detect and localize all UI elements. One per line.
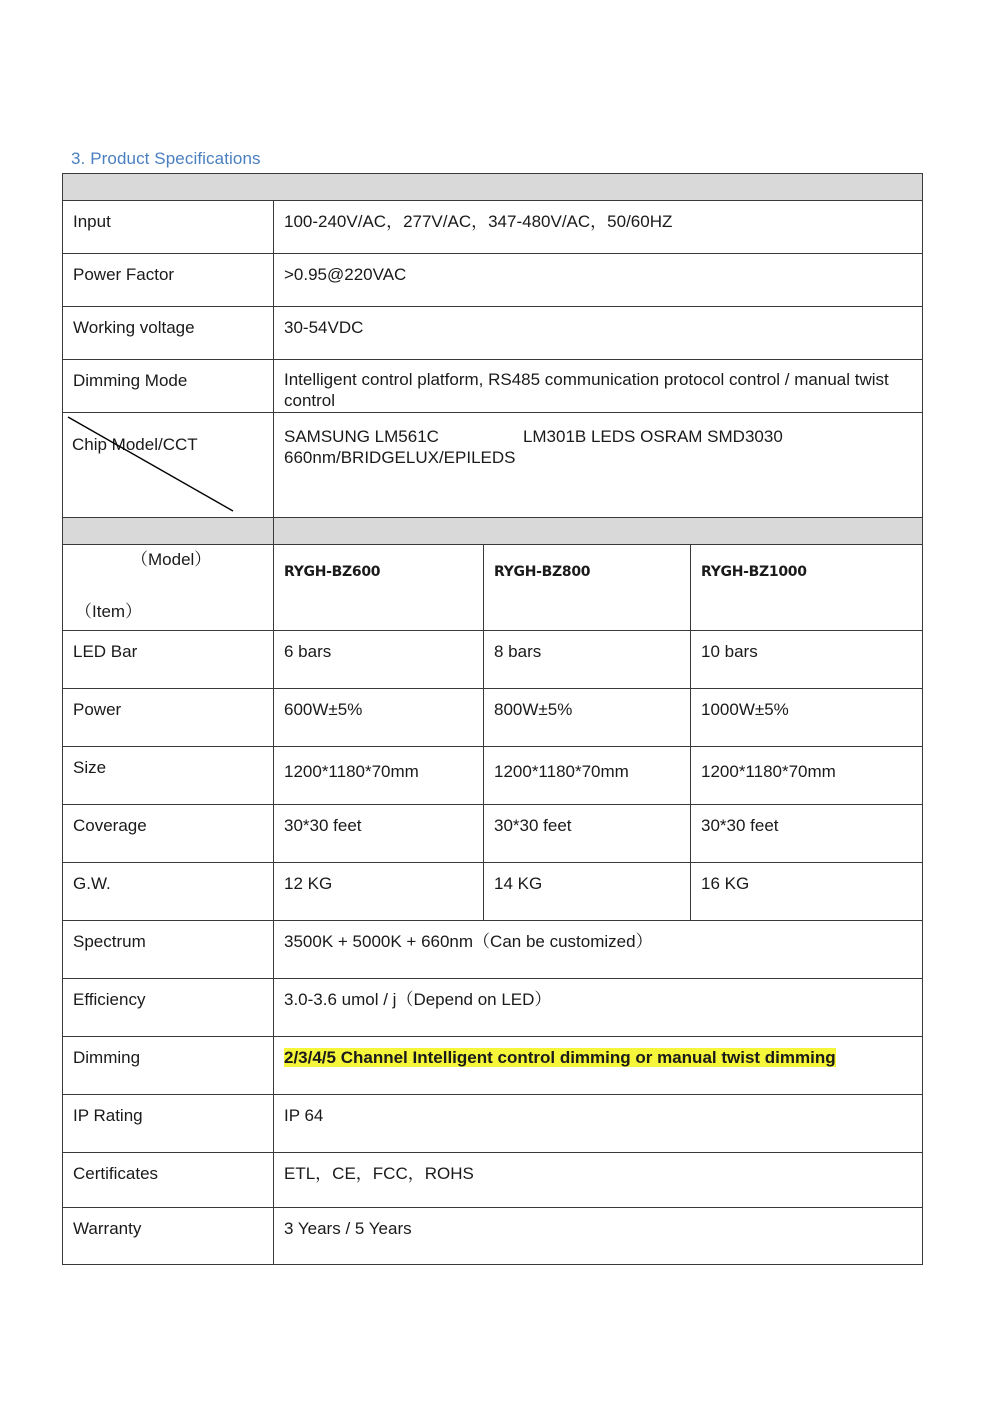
chip-label-cell [63, 413, 274, 518]
row-label-dimming-mode: Dimming Mode [63, 360, 274, 413]
model-header: （Model） [131, 550, 212, 569]
row-value-power-factor: >0.95@220VAC [274, 254, 923, 307]
row-value-dimming-mode: Intelligent control platform, RS485 communication protocol control / manual twist control [274, 360, 923, 413]
row-value: 600W±5% [274, 689, 484, 747]
table-row [63, 863, 923, 921]
row-value: 800W±5% [484, 689, 691, 747]
table-row [63, 1208, 923, 1265]
table-row [63, 360, 923, 413]
row-label-certificates: Certificates [63, 1153, 274, 1208]
table-row [63, 979, 923, 1037]
row-label-ip-rating: IP Rating [63, 1095, 274, 1153]
model-code: RYGH-BZ1000 [691, 545, 923, 631]
row-value: 6 bars [274, 631, 484, 689]
table-row [63, 201, 923, 254]
chip-label: Chip Model/CCT [72, 435, 198, 454]
model-code: RYGH-BZ600 [274, 545, 484, 631]
row-label-size: Size [63, 747, 274, 805]
row-value-spectrum: 3500K + 5000K + 660nm（Can be customized） [274, 921, 923, 979]
row-value: 16 KG [691, 863, 923, 921]
table-row [63, 1095, 923, 1153]
band-cell [63, 518, 274, 545]
highlighted-dimming-text: 2/3/4/5 Channel Intelligent control dimming or manual twist dimming [284, 1048, 836, 1067]
row-value: 30*30 feet [691, 805, 923, 863]
row-value-warranty: 3 Years / 5 Years [274, 1208, 923, 1265]
table-row [63, 747, 923, 805]
row-label-power: Power [63, 689, 274, 747]
row-label-gw: G.W. [63, 863, 274, 921]
row-value-efficiency: 3.0-3.6 umol / j（Depend on LED） [274, 979, 923, 1037]
header-band [63, 174, 923, 201]
row-value: 30*30 feet [274, 805, 484, 863]
table-row [63, 631, 923, 689]
model-band [63, 518, 923, 545]
model-code: RYGH-BZ800 [484, 545, 691, 631]
chip-value-line2: 660nm/BRIDGELUX/EPILEDS [284, 448, 516, 467]
row-label-power-factor: Power Factor [63, 254, 274, 307]
table-row [63, 307, 923, 360]
section-title: 3. Product Specifications [71, 149, 261, 168]
row-label-led-bar: LED Bar [63, 631, 274, 689]
row-label-dimming: Dimming [63, 1037, 274, 1095]
row-label-efficiency: Efficiency [63, 979, 274, 1037]
table-row [63, 805, 923, 863]
row-value-ip-rating: IP 64 [274, 1095, 923, 1153]
table-row [63, 1153, 923, 1208]
row-value-input: 100-240V/AC，277V/AC，347-480V/AC，50/60HZ [274, 201, 923, 254]
chip-value-cell [274, 413, 923, 518]
model-item-header [63, 545, 274, 631]
table-row [63, 689, 923, 747]
diagonal-slash [63, 413, 274, 517]
chip-value-part2: LM301B LEDS OSRAM SMD3030 [522, 427, 783, 446]
row-value-certificates: ETL，CE，FCC，ROHS [274, 1153, 923, 1208]
row-label-working-voltage: Working voltage [63, 307, 274, 360]
row-value: 1200*1180*70mm [484, 747, 691, 805]
table-row [63, 254, 923, 307]
row-value-dimming [274, 1037, 923, 1095]
row-label-spectrum: Spectrum [63, 921, 274, 979]
row-value: 10 bars [691, 631, 923, 689]
row-value: 30*30 feet [484, 805, 691, 863]
item-header: （Item） [75, 602, 143, 621]
band-cell [274, 518, 923, 545]
row-value: 8 bars [484, 631, 691, 689]
row-value: 12 KG [274, 863, 484, 921]
row-value-working-voltage: 30-54VDC [274, 307, 923, 360]
row-label-input: Input [63, 201, 274, 254]
band-cell [63, 174, 923, 201]
chip-value-part1: SAMSUNG LM561C [284, 427, 439, 446]
table-row [63, 1037, 923, 1095]
row-value: 14 KG [484, 863, 691, 921]
table-row-chip [63, 413, 923, 518]
spec-table [62, 173, 923, 1265]
row-value: 1200*1180*70mm [691, 747, 923, 805]
row-label-coverage: Coverage [63, 805, 274, 863]
model-header-row [63, 545, 923, 631]
row-label-warranty: Warranty [63, 1208, 274, 1265]
row-value: 1200*1180*70mm [274, 747, 484, 805]
table-row [63, 921, 923, 979]
row-value: 1000W±5% [691, 689, 923, 747]
